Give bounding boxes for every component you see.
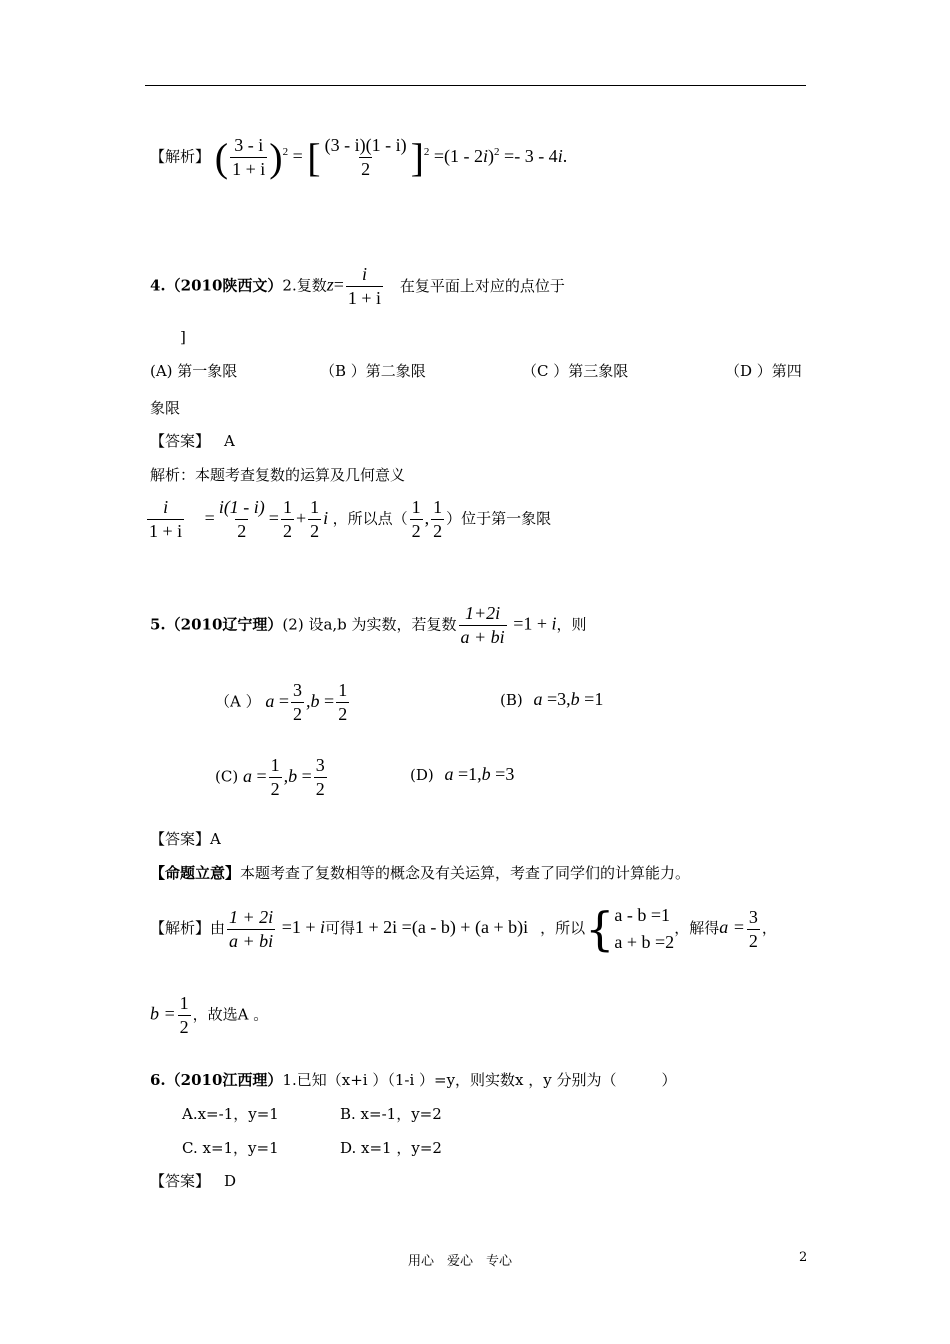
q4-option-b: （B ）第二象限 xyxy=(320,362,426,380)
q4-option-wrap: 象限 xyxy=(150,399,181,417)
q4-head: 4.（2010陕西文） xyxy=(150,276,283,295)
q4-option-c: （C ）第三象限 xyxy=(522,362,629,380)
q5-stem: 5.（2010辽宁理）(2) 设a,b 为实数，若复数 $\frac{1+2i}{a + bi}$ =1 + i，则 xyxy=(150,603,587,647)
q4-fraction: $\frac{i}{1 + i}$ xyxy=(347,264,382,308)
q6-answer: 【答案】 D xyxy=(150,1172,237,1190)
q5-option-d: (D) a =1,b =3 xyxy=(410,764,515,784)
q5-fraction: $\frac{1+2i}{a + bi}$ xyxy=(460,603,505,647)
block1-expression: ( $\frac{3 - i}{1 + i}$ )$^2$ = [ $\frac{(3 - i)(1 - i)}{2}$ ]$^2$ =(1 - 2i)$^2$ =- 3 - 4i. xyxy=(214,134,568,180)
q4-option-a: (A) 第一象限 xyxy=(150,362,238,380)
q5-head: 5.（2010辽宁理） xyxy=(150,615,283,634)
q4-text1: 2.复数 xyxy=(282,276,327,295)
block1-analysis xyxy=(150,135,567,180)
q6-head: 6.（2010江西理） xyxy=(150,1071,283,1089)
q5-solution: 【解析】由 $\frac{1 + 2i}{a + bi}$ =1 + i可得1 + 2i =(a - b) + (a + b)i ，所以{ a - b =1 a + b =2 ，解得a = $\frac{3}{2}$ ， xyxy=(150,902,777,956)
q5-system: a - b =1 a + b =2 xyxy=(614,905,675,952)
q6-stem: 6.（2010江西理）1.已知（x+i ）（1-i ）=y，则实数x ，y 分别为（ ） xyxy=(150,1071,677,1089)
page-number: 2 xyxy=(799,1250,808,1265)
q6-option-a: A.x=-1，y=1 xyxy=(182,1105,279,1123)
block1-label: 【解析】 xyxy=(150,147,211,166)
q4-analysis: 解析：本题考查复数的运算及几何意义 xyxy=(150,466,406,484)
q4-option-d: （D ）第四 xyxy=(725,362,802,380)
q4-stem: 4.（2010陕西文）2.复数z= $\frac{i}{1 + i}$ 在复平面上对应的点位于 xyxy=(150,264,565,308)
footer-motto: 用心 爱心 专心 xyxy=(408,1254,513,1269)
q5-option-a: （A ） a = $\frac{3}{2}$ ,b = $\frac{1}{2}$ xyxy=(215,680,348,724)
q4-text2: 在复平面上对应的点位于 xyxy=(399,276,565,295)
q5-option-b: (B) a =3,b =1 xyxy=(500,689,604,709)
q6-option-d: D. x=1 ，y=2 xyxy=(340,1139,442,1157)
q5-intent: 【命题立意】本题考查了复数相等的概念及有关运算，考查了同学们的计算能力。 xyxy=(150,864,691,882)
q4-step: $\frac{i}{1 + i}$ = $\frac{i(1 - i)}{2}$ = $\frac{1}{2}$ + $\frac{1}{2}$ i ，所以点（ $\frac{1}{2}$ , $\frac{1}{2}$ ）位于第一象限 xyxy=(149,497,552,541)
q4-bracket: ] xyxy=(180,328,186,346)
q6-option-c: C. x=1，y=1 xyxy=(182,1139,279,1157)
q5-solution-b: b = $\frac{1}{2}$ ，故选A 。 xyxy=(150,993,269,1037)
q5-answer: 【答案】A xyxy=(150,830,221,848)
q6-option-b: B. x=-1，y=2 xyxy=(340,1105,442,1123)
q4-answer: 【答案】 A xyxy=(150,432,235,450)
header-rule xyxy=(145,85,806,86)
q5-option-c: (C) a = $\frac{1}{2}$ ,b = $\frac{3}{2}$ xyxy=(215,755,325,799)
